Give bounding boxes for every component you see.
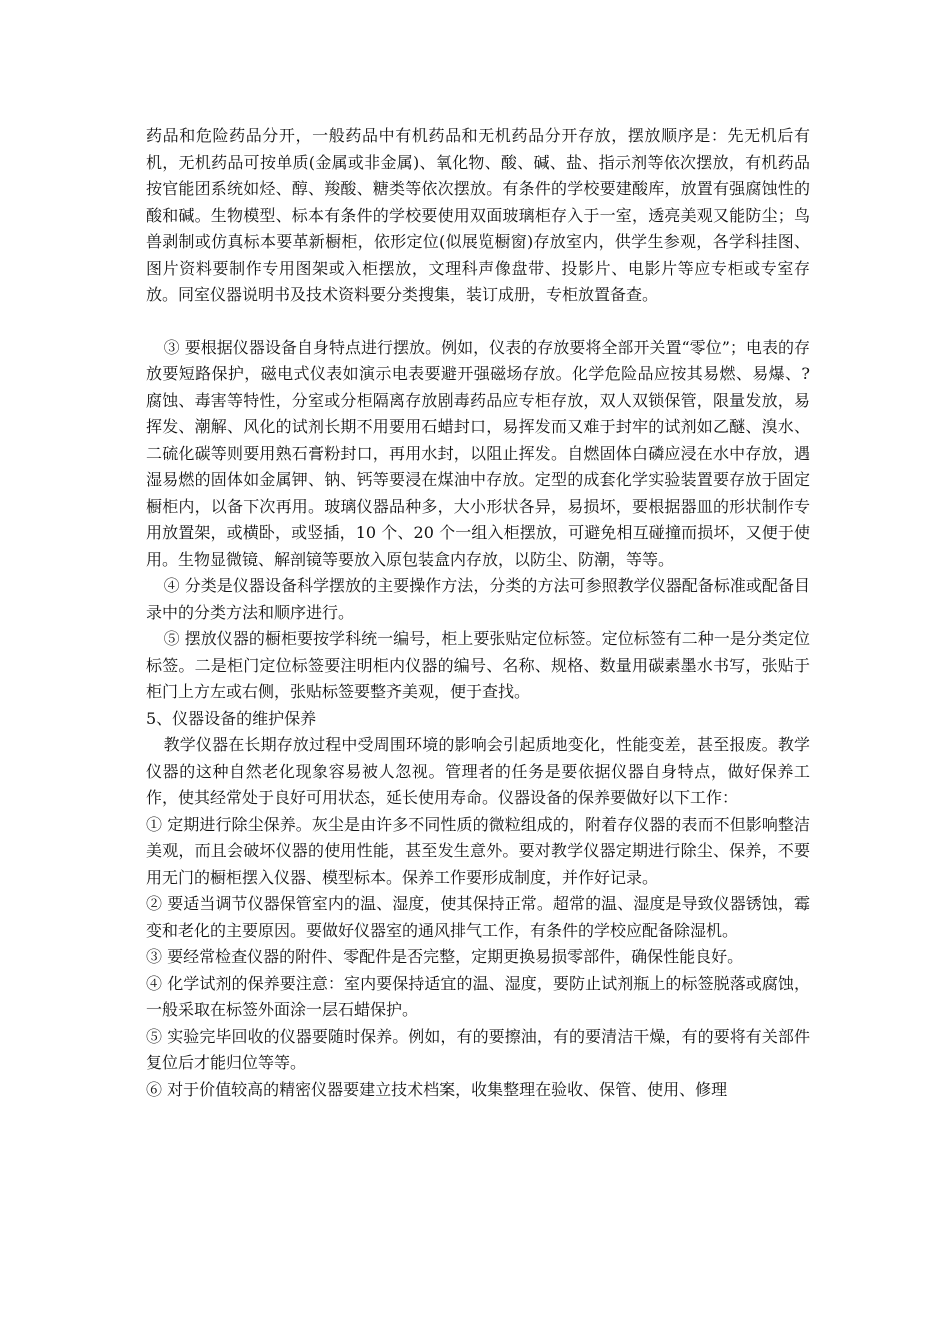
paragraph-item-4-classification: ④ 分类是仪器设备科学摆放的主要操作方法，分类的方法可参照教学仪器配备标准或配备目录中的分类方法和顺序进行。: [146, 576, 810, 622]
paragraph-spacer: [146, 309, 810, 335]
list-item-post-experiment-care: ⑤ 实验完毕回收的仪器要随时保养。例如，有的要擦油，有的要清洁干燥，有的要将有关部件复位后才能归位等等。: [146, 1026, 810, 1072]
paragraph-item-3-placement: ③ 要根据仪器设备自身特点进行摆放。例如，仪表的存放要将全部开关置“零位”；电表的存放要短路保护，磁电式仪表如演示电表要避开强磁场存放。化学危险品应按其易燃、易爆、?腐蚀、毒害等特性，分室或分柜隔离存放剧毒药品应专柜存放，双人双锁保管，限量发放，易挥发、潮解、风化的试剂长期不用要用石蜡封口，易挥发而又难于封牢的试剂如乙醚、溴水、二硫化碳等则要用熟石膏粉封口，再用水封，以阻止挥发。自燃固体白磷应浸在水中存放，遇湿易燃的固体如金属钾、钠、钙等要浸在煤油中存放。定型的成套化学实验装置要存放于固定橱柜内，以备下次再用。玻璃仪器品种多，大小形状各异，易损坏，要根据器皿的形状制作专用放置架，或横卧，或竖插，10 个、20 个一组入柜摆放，可避免相互碰撞而损坏，又便于使用。生物显微镜、解剖镜等要放入原包装盒内存放，以防尘、防潮，等等。: [146, 337, 810, 569]
paragraph-maintenance-intro: 教学仪器在长期存放过程中受周围环境的影响会引起质地变化，性能变差，甚至报废。教学仪器的这种自然老化现象容易被人忽视。管理者的任务是要依据仪器自身特点，做好保养工作，使其经常处于良好可用状态，延长使用寿命。仪器设备的保养要做好以下工作：: [146, 735, 810, 807]
paragraph-storage-order: 药品和危险药品分开，一般药品中有机药品和无机药品分开存放，摆放顺序是：先无机后有机，无机药品可按单质(金属或非金属)、氧化物、酸、碱、盐、指示剂等依次摆放，有机药品按官能团系统如烃、醇、羧酸、糖类等依次摆放。有条件的学校要建酸库，放置有强腐蚀性的酸和碱。生物模型、标本有条件的学校要使用双面玻璃柜存入于一室，透亮美观又能防尘；鸟兽剥制或仿真标本要革新橱柜，依形定位(似展览橱窗)存放室内，供学生参观，各学科挂图、图片资料要制作专用图架或入柜摆放，文理科声像盘带、投影片、电影片等应专柜或专室存放。同室仪器说明书及技术资料要分类搜集，装订成册，专柜放置备查。: [146, 126, 810, 304]
paragraph-item-5-labels: ⑤ 摆放仪器的橱柜要按学科统一编号，柜上要张贴定位标签。定位标签有二种一是分类定位标签。二是柜门定位标签要注明柜内仪器的编号、名称、规格、数量用碳素墨水书写，张贴于柜门上方左或右侧，张贴标签要整齐美观，便于查找。: [146, 629, 810, 701]
list-item-parts-check: ③ 要经常检查仪器的附件、零配件是否完整，定期更换易损零部件，确保性能良好。: [146, 947, 744, 966]
section-heading-maintenance: 5、仪器设备的维护保养: [146, 708, 317, 728]
list-item-technical-archive: ⑥ 对于价值较高的精密仪器要建立技术档案，收集整理在验收、保管、使用、修理: [146, 1079, 728, 1099]
list-item-reagent-care: ④ 化学试剂的保养要注意：室内要保持适宜的温、湿度，要防止试剂瓶上的标签脱落或腐蚀，一般采取在标签外面涂一层石蜡保护。: [146, 973, 810, 1019]
list-item-humidity-control: ② 要适当调节仪器保管室内的温、湿度，使其保持正常。超常的温、湿度是导致仪器锈蚀，霉变和老化的主要原因。要做好仪器室的通风排气工作，有条件的学校应配备除湿机。: [146, 894, 810, 940]
document-page: [146, 123, 810, 1103]
list-item-dust-removal: ① 定期进行除尘保养。灰尘是由许多不同性质的微粒组成的，附着存仪器的表而不但影响整洁美观，而且会破坏仪器的使用性能，甚至发生意外。要对教学仪器定期进行除尘、保养，不要用无门的橱柜摆入仪器、模型标本。保养工作要形成制度，并作好记录。: [146, 814, 810, 887]
